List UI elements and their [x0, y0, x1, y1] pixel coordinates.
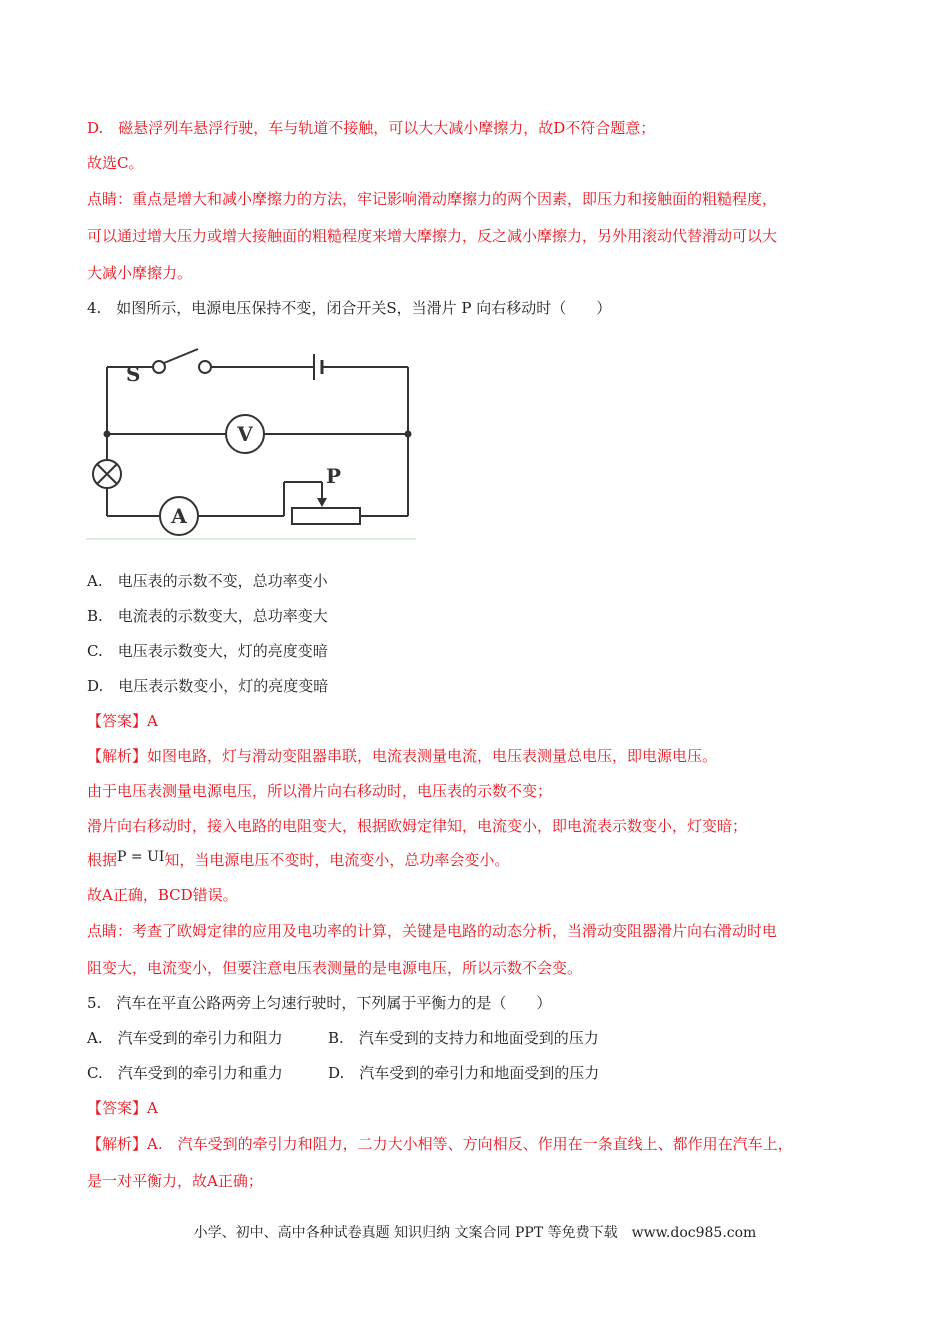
q4-option-c: C. 电压表示数变大，灯的亮度变暗: [87, 642, 328, 660]
prev-option-d: D. 磁悬浮列车悬浮行驶，车与轨道不接触，可以大大减小摩擦力，故D不符合题意；: [87, 119, 656, 137]
q5-answer: 【答案】A: [87, 1099, 158, 1117]
q4-analysis-2: 由于电压表测量电源电压，所以滑片向右移动时，电压表的示数不变；: [87, 782, 553, 800]
q4-tip-line-1: 点睛：考查了欧姆定律的应用及电功率的计算，关键是电路的动态分析，当滑动变阻器滑片向右滑动时电: [87, 922, 778, 940]
prev-tip-line-3: 大减小摩擦力。: [87, 264, 193, 282]
junction-left: [104, 431, 111, 438]
q4-analysis-4-post: 知，当电源电压不变时，电流变小，总功率会变小。: [164, 851, 510, 869]
q5-option-c: C. 汽车受到的牵引力和重力: [87, 1064, 283, 1082]
q4-analysis-4-pre: 根据: [87, 851, 118, 869]
rheostat-body: [292, 508, 360, 524]
power-formula: P = UI: [117, 849, 165, 865]
q4-analysis-5: 故A正确，BCD错误。: [87, 886, 238, 904]
prev-tip-line-1: 点睛：重点是增大和减小摩擦力的方法，牢记影响滑动摩擦力的两个因素，即压力和接触面的粗糙程度，: [87, 190, 778, 208]
switch-terminal-left: [153, 361, 165, 373]
q5-stem: 5. 汽车在平直公路两旁上匀速行驶时，下列属于平衡力的是（ ）: [87, 994, 552, 1012]
q4-option-b: B. 电流表的示数变大，总功率变大: [87, 607, 328, 625]
q5-option-a: A. 汽车受到的牵引力和阻力: [87, 1029, 283, 1047]
switch-blade: [164, 349, 198, 363]
switch-label: S: [126, 362, 141, 386]
voltmeter-label: V: [237, 422, 253, 446]
switch-terminal-right: [199, 361, 211, 373]
junction-right: [405, 431, 412, 438]
slider-arrow-icon: [317, 498, 327, 507]
q4-stem: 4. 如图所示，电源电压保持不变，闭合开关S，当滑片 P 向右移动时（ ）: [87, 299, 612, 317]
page-footer: 小学、初中、高中各种试卷真题 知识归纳 文案合同 PPT 等免费下载 www.doc985.com: [193, 1225, 757, 1241]
prev-conclusion: 故选C。: [87, 154, 144, 172]
slider-label: P: [326, 464, 342, 488]
q4-analysis-4: [87, 850, 509, 871]
circuit-diagram: [86, 348, 420, 543]
q4-tip-line-2: 阻变大，电流变小，但要注意电压表测量的是电源电压，所以示数不会变。: [87, 959, 583, 977]
q5-option-d: D. 汽车受到的牵引力和地面受到的压力: [328, 1064, 600, 1082]
q4-analysis-1: 【解析】如图电路，灯与滑动变阻器串联，电流表测量电流，电压表测量总电压，即电源电压。: [87, 747, 718, 765]
q5-analysis-1: 【解析】A. 汽车受到的牵引力和阻力，二力大小相等、方向相反、作用在一条直线上、都作用在汽车上，: [87, 1135, 793, 1153]
q4-answer: 【答案】A: [87, 712, 158, 730]
q4-option-a: A. 电压表的示数不变，总功率变小: [87, 572, 328, 590]
q4-option-d: D. 电压表示数变小，灯的亮度变暗: [87, 677, 329, 695]
q5-option-b: B. 汽车受到的支持力和地面受到的压力: [328, 1029, 599, 1047]
prev-tip-line-2: 可以通过增大压力或增大接触面的粗糙程度来增大摩擦力，反之减小摩擦力，另外用滚动代替滑动可以大: [87, 227, 778, 245]
ammeter-label: A: [171, 504, 187, 528]
q5-analysis-2: 是一对平衡力，故A正确；: [87, 1172, 263, 1190]
q4-analysis-3: 滑片向右移动时，接入电路的电阻变大，根据欧姆定律知，电流变小，即电流表示数变小，灯变暗；: [87, 817, 748, 835]
